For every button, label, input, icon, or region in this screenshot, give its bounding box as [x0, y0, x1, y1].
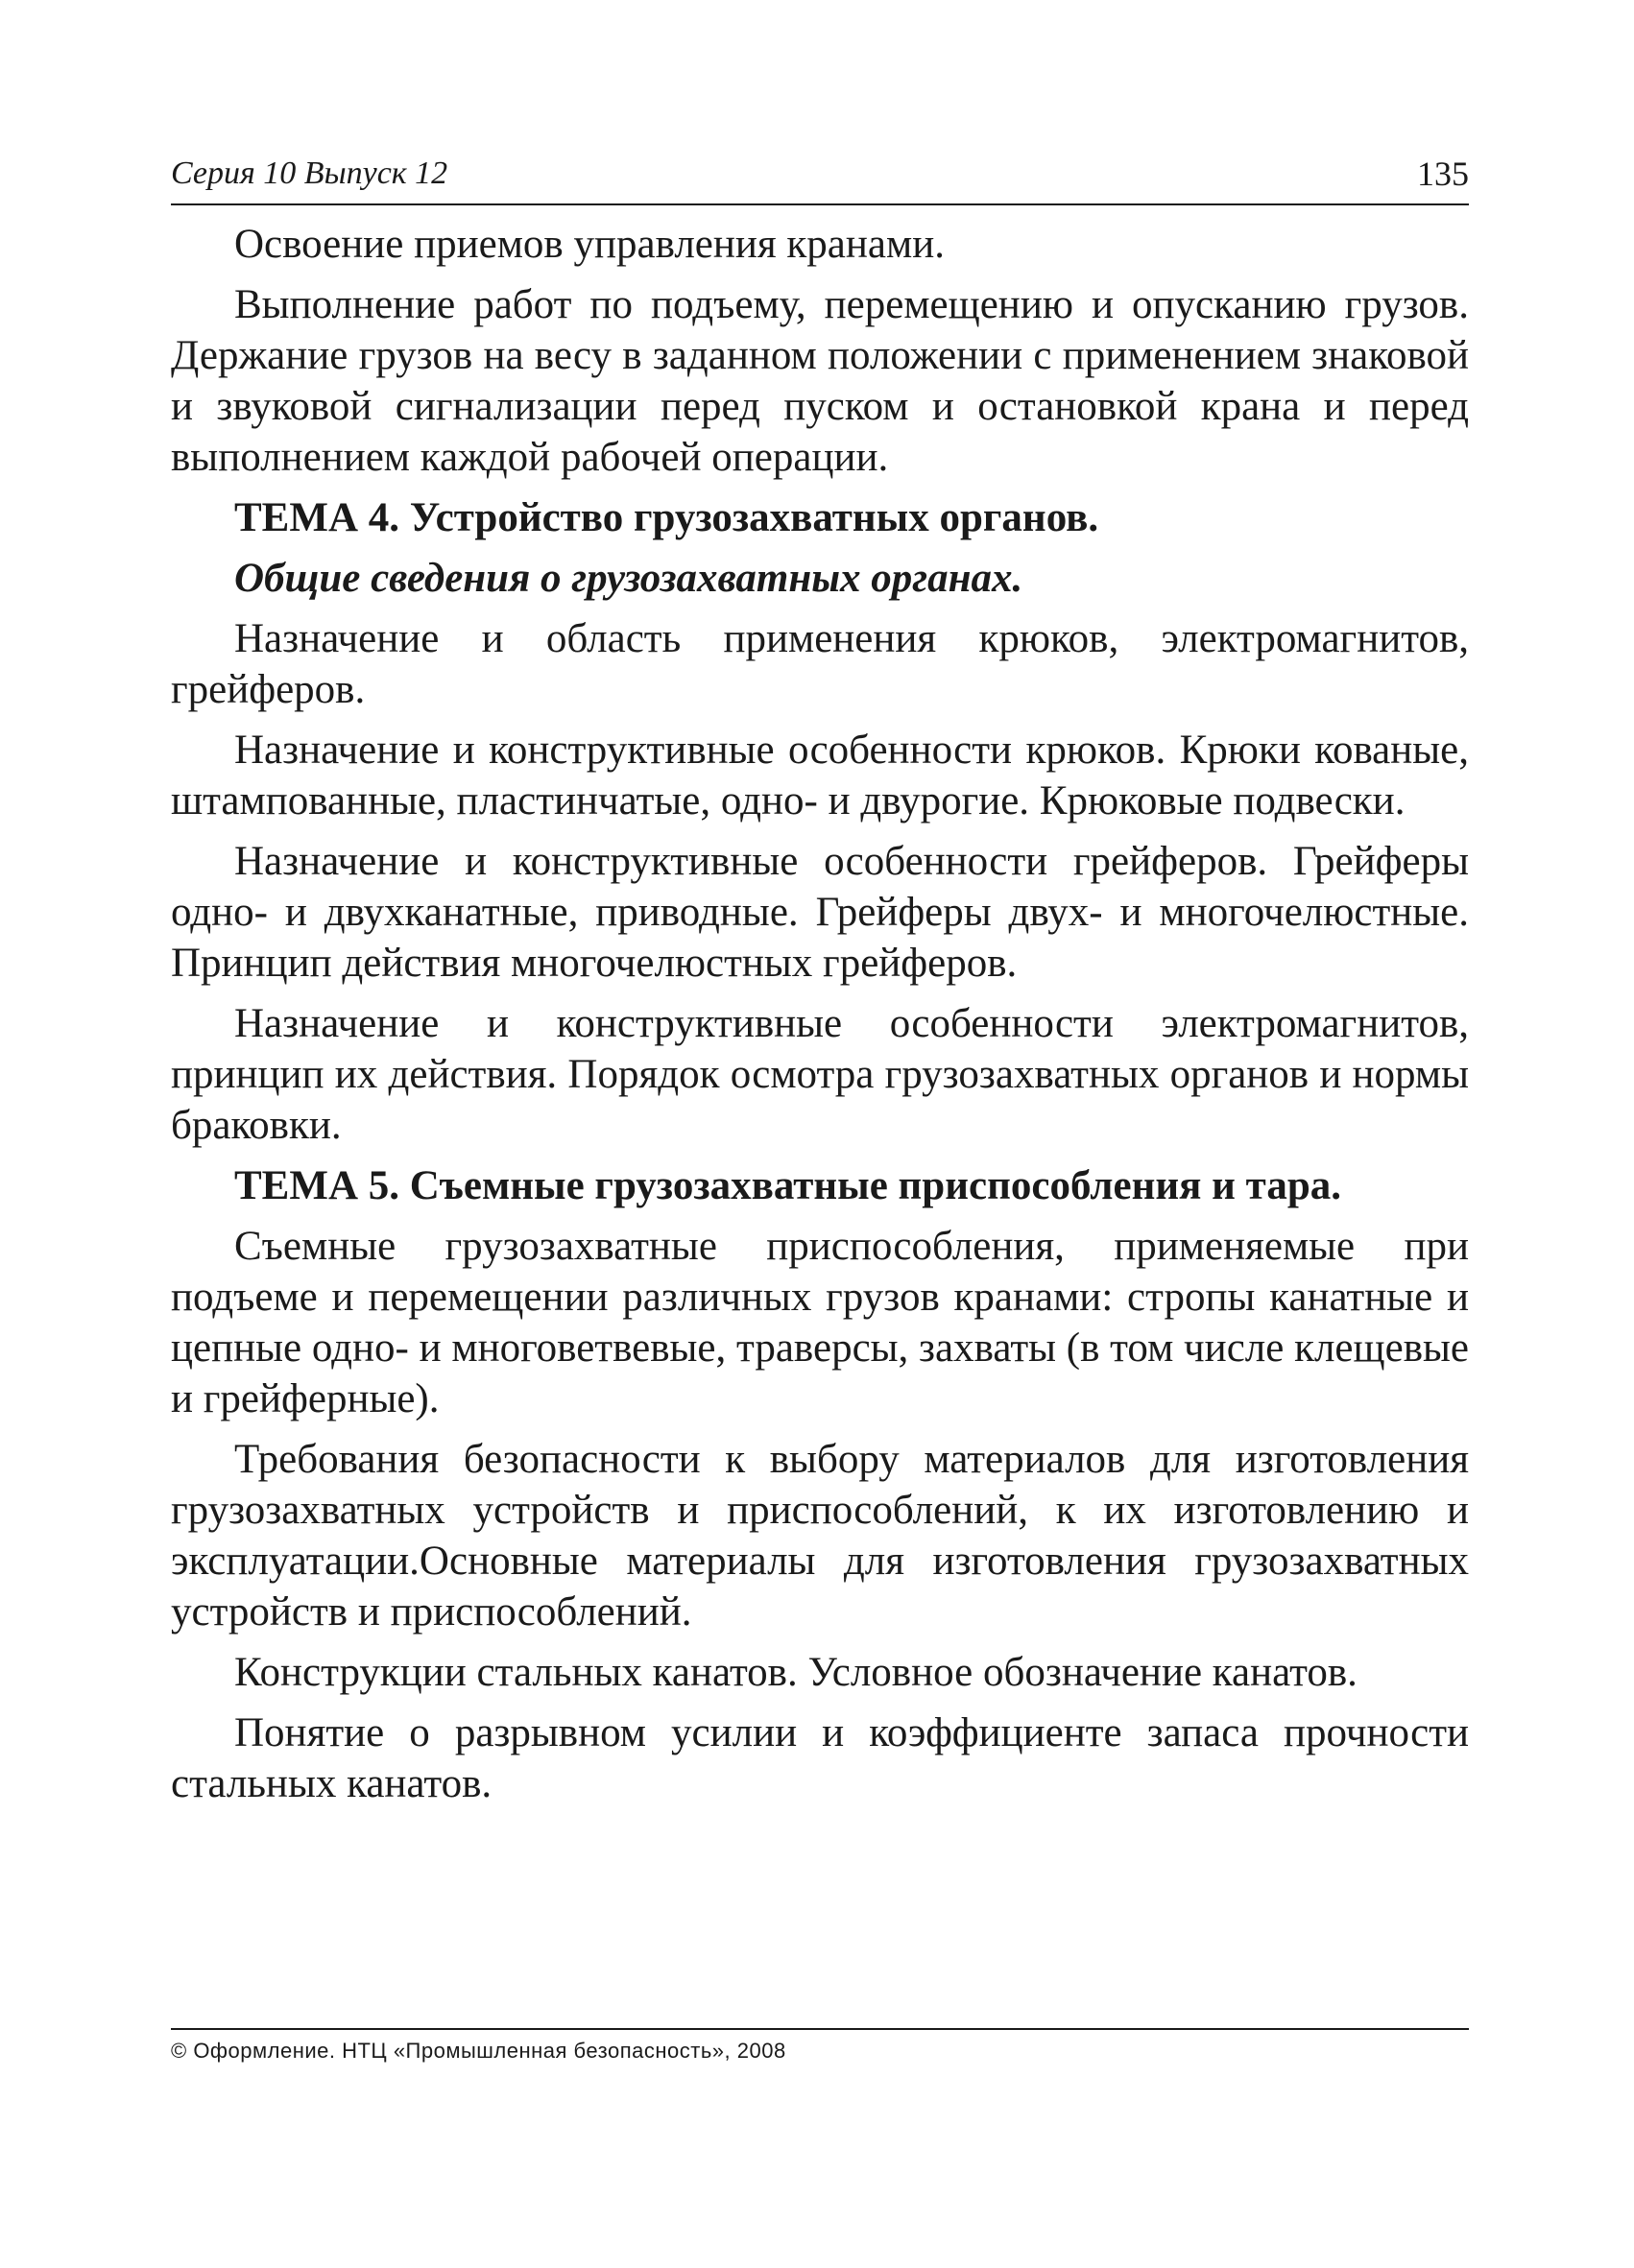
series-issue-label: Серия 10 Выпуск 12 — [171, 155, 448, 191]
header-divider — [171, 203, 1469, 205]
topic-heading: ТЕМА 5. Съемные грузозахватные приспособления и тара. — [234, 1163, 1341, 1208]
copyright-footer: © Оформление. НТЦ «Промышленная безопасность», 2008 — [171, 2039, 786, 2063]
paragraph: Освоение приемов управления кранами. — [234, 222, 945, 267]
paragraph: Понятие о разрывном усилии и коэффициенте запаса прочности стальных канатов. — [171, 1710, 1469, 1806]
topic-heading: ТЕМА 4. Устройство грузозахватных органов. — [234, 495, 1099, 540]
page-body — [171, 219, 1469, 1819]
subtopic-heading: Общие сведения о грузозахватных органах. — [234, 556, 1023, 601]
paragraph: Съемные грузозахватные приспособления, применяемые при подъеме и перемещении различных грузов кранами: стропы канатные и цепные одно- и многоветвевые, траверсы, захваты (в том числе клещевые и грейферные). — [171, 1224, 1469, 1421]
footer-divider — [171, 2028, 1469, 2030]
paragraph: Назначение и конструктивные особенности электромагнитов, принцип их действия. Порядок осмотра грузозахватных органов и нормы браковки. — [171, 1001, 1469, 1148]
paragraph: Требования безопасности к выбору материалов для изготовления грузозахватных устройств и приспособлений, к их изготовлению и эксплуатации.Основные материалы для изготовления грузозахватных устройств и приспособлений. — [171, 1437, 1469, 1635]
page-number: 135 — [1417, 155, 1469, 193]
paragraph: Назначение и конструктивные особенности грейферов. Грейферы одно- и двухканатные, приводные. Грейферы двух- и многочелюстные. Принцип действия многочелюстных грейферов. — [171, 839, 1469, 986]
paragraph: Выполнение работ по подъему, перемещению и опусканию грузов. Держание грузов на весу в заданном положении с применением знаковой и звуковой сигнализации перед пуском и остановкой крана и перед выполнением каждой рабочей операции. — [171, 282, 1469, 480]
paragraph: Назначение и область применения крюков, электромагнитов, грейферов. — [171, 616, 1469, 712]
paragraph: Конструкции стальных канатов. Условное обозначение канатов. — [234, 1650, 1358, 1695]
running-header — [171, 146, 1469, 203]
paragraph: Назначение и конструктивные особенности крюков. Крюки кованые, штампованные, пластинчатые, одно- и двурогие. Крюковые подвески. — [171, 728, 1469, 824]
